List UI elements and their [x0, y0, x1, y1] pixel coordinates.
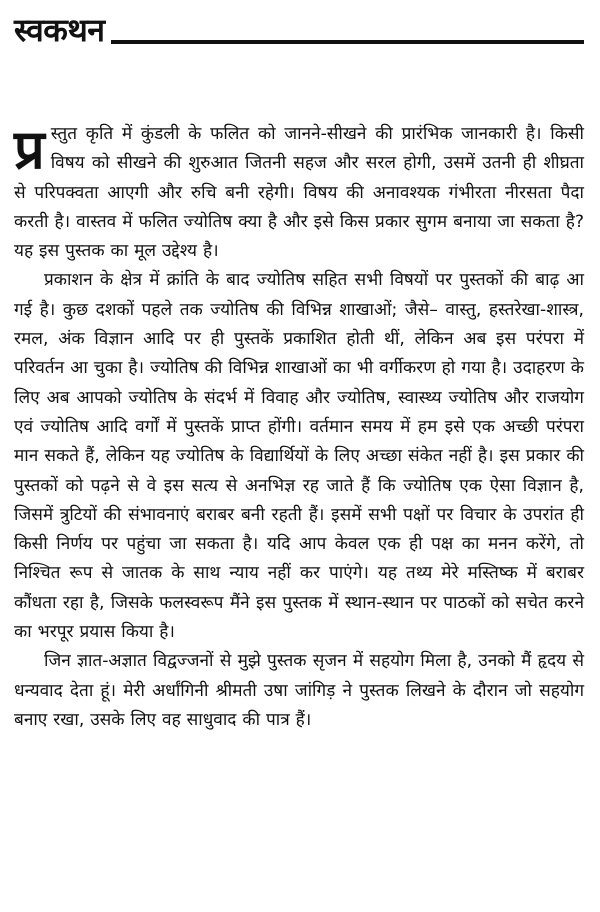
paragraph-acknowledgement: जिन ज्ञात-अज्ञात विद्वज्जनों से मुझे पुस्तक सृजन में सहयोग मिला है, उनको मैं हृदय से धन्यवाद देता हूं। मेरी अर्धांगिनी श्रीमती उषा जांगिड़ ने पुस्तक लिखने के दौरान जो सहयोग बनाए रखा, उसके लिए वह साधुवाद की पात्र हैं। — [14, 651, 584, 730]
page-title: स्वकथन — [14, 11, 105, 49]
paragraph-intro — [14, 120, 584, 266]
drop-cap: प्र — [14, 118, 45, 181]
heading-rule — [111, 40, 584, 44]
paragraph-intro-text: स्तुत कृति में कुंडली के फलित को जानने-सीखने की प्रारंभिक जानकारी है। किसी विषय को सीखने की शुरुआत जितनी सहज और सरल होगी, उसमें उतनी ही शीघ्रता से परिपक्वता आएगी और रुचि बनी रहेगी। विषय की अनावश्यक गंभीरता नीरसता पैदा करती है। वास्तव में फलित ज्योतिष क्या है और इसे किस प्रकार सुगम बनाया जा सकता है? यह इस पुस्तक का मूल उद्देश्य है। — [14, 124, 584, 262]
heading-row — [14, 6, 584, 50]
body-text — [14, 120, 584, 735]
paragraph-publishing: प्रकाशन के क्षेत्र में क्रांति के बाद ज्योतिष सहित सभी विषयों पर पुस्तकों की बाढ़ आ गई है। कुछ दशकों पहले तक ज्योतिष की विभिन्न शाखाओं; जैसे– वास्तु, हस्तरेखा-शास्त्र, रमल, अंक विज्ञान आदि पर ही पुस्तकें प्रकाशित होती थीं, लेकिन अब इस परंपरा में परिवर्तन आ चुका है। ज्योतिष की विभिन्न शाखाओं का भी वर्गीकरण हो गया है। उदाहरण के लिए अब आपको ज्योतिष के संदर्भ में विवाह और ज्योतिष, स्वास्थ्य ज्योतिष और राजयोग एवं ज्योतिष आदि वर्गों में पुस्तकें प्राप्त होंगी। वर्तमान समय में हम इसे एक अच्छी परंपरा मान सकते हैं, लेकिन यह ज्योतिष के विद्यार्थियों के लिए अच्छा संकेत नहीं है। इस प्रकार की पुस्तकों को पढ़ने से वे इस सत्य से अनभिज्ञ रह जाते हैं कि ज्योतिष एक ऐसा विज्ञान है, जिसमें त्रुटियों की संभावनाएं बराबर बनी रहती हैं। इसमें सभी पक्षों पर विचार के उपरांत ही किसी निर्णय पर पहुंचा जा सकता है। यदि आप केवल एक ही पक्ष का मनन करेंगे, तो निश्चित रूप से जातक के साथ न्याय नहीं कर पाएंगे। यह तथ्य मेरे मस्तिष्क में बराबर कौंधता रहा है, जिसके फलस्वरूप मैंने इस पुस्तक में स्थान-स्थान पर पाठकों को सचेत करने का भरपूर प्रयास किया है। — [14, 270, 584, 643]
